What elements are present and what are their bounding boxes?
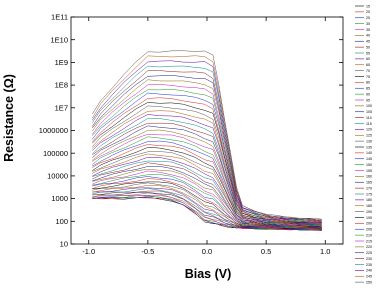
y-tick-label: 1E10 <box>50 35 68 45</box>
legend-label: 200 <box>366 221 372 226</box>
legend-label: 30 <box>366 21 370 26</box>
legend-label: 250 <box>366 280 372 285</box>
legend-label: 55 <box>366 51 370 56</box>
x-tick-label: 1.0 <box>320 247 331 256</box>
data-curves <box>92 51 321 231</box>
legend-label: 15 <box>366 4 370 9</box>
legend-label: 105 <box>366 110 372 115</box>
legend-label: 90 <box>366 92 370 97</box>
legend-label: 45 <box>366 39 370 44</box>
series-line <box>92 80 321 221</box>
legend-label: 85 <box>366 86 370 91</box>
legend-label: 75 <box>366 74 370 79</box>
legend-label: 110 <box>366 115 372 120</box>
legend-label: 245 <box>366 274 372 279</box>
legend-label: 70 <box>366 68 370 73</box>
legend-label: 215 <box>366 239 372 244</box>
y-tick-label: 1000 <box>51 194 68 204</box>
y-tick-label: 10 <box>59 239 68 249</box>
series-line <box>92 56 321 220</box>
legend-label: 125 <box>366 133 372 138</box>
legend-label: 115 <box>366 121 372 126</box>
legend-label: 160 <box>366 174 372 179</box>
y-tick-label: 1E9 <box>54 58 68 67</box>
legend-label: 210 <box>366 233 372 238</box>
legend-label: 220 <box>366 245 372 250</box>
y-tick-label: 100000 <box>42 148 68 158</box>
legend-label: 170 <box>366 186 372 191</box>
series-line <box>92 134 321 225</box>
legend-label: 195 <box>366 215 372 220</box>
y-tick-label: 1000000 <box>38 126 68 136</box>
x-tick-label: 0.0 <box>201 247 213 256</box>
legend-label: 230 <box>366 256 372 261</box>
legend-label: 175 <box>366 192 372 197</box>
x-tick-label: -0.5 <box>141 247 155 256</box>
legend-label: 185 <box>366 204 372 209</box>
legend-label: 40 <box>366 33 370 38</box>
legend <box>355 4 372 284</box>
y-tick-label: 1E7 <box>54 103 68 113</box>
legend-label: 140 <box>366 151 372 156</box>
y-axis-label: Resistance (Ω) <box>2 74 16 162</box>
legend-label: 180 <box>366 198 372 203</box>
legend-label: 145 <box>366 157 372 162</box>
legend-label: 235 <box>366 262 372 267</box>
series-line <box>92 147 321 226</box>
series-line <box>92 152 321 228</box>
y-tick-label: 100 <box>55 216 68 226</box>
series-line <box>92 98 321 224</box>
series-line <box>92 130 321 226</box>
y-tick-label: 1E11 <box>51 12 68 22</box>
y-tick-label: 1E8 <box>54 80 68 90</box>
x-tick-label: -1.0 <box>82 247 96 256</box>
legend-label: 20 <box>366 10 370 15</box>
series-line <box>92 71 321 222</box>
x-tick-label: 0.5 <box>260 247 272 256</box>
legend-label: 225 <box>366 251 372 256</box>
legend-label: 50 <box>366 45 370 50</box>
legend-label: 120 <box>366 127 372 132</box>
legend-label: 35 <box>366 27 370 32</box>
legend-label: 205 <box>366 227 372 232</box>
legend-label: 95 <box>366 98 370 103</box>
y-axis-ticks <box>39 13 343 249</box>
plot-frame <box>71 17 343 244</box>
series-line <box>92 84 321 222</box>
legend-label: 135 <box>366 145 372 150</box>
x-axis-label: Bias (V) <box>184 267 232 281</box>
legend-label: 190 <box>366 209 372 214</box>
y-tick-label: 10000 <box>47 171 68 181</box>
legend-label: 25 <box>366 16 370 21</box>
legend-label: 150 <box>366 162 372 167</box>
legend-label: 100 <box>366 104 372 109</box>
legend-label: 80 <box>366 80 370 85</box>
legend-label: 155 <box>366 168 372 173</box>
legend-label: 60 <box>366 57 370 62</box>
legend-label: 130 <box>366 139 372 144</box>
legend-label: 165 <box>366 180 372 185</box>
legend-label: 240 <box>366 268 372 273</box>
legend-label: 65 <box>366 63 370 68</box>
